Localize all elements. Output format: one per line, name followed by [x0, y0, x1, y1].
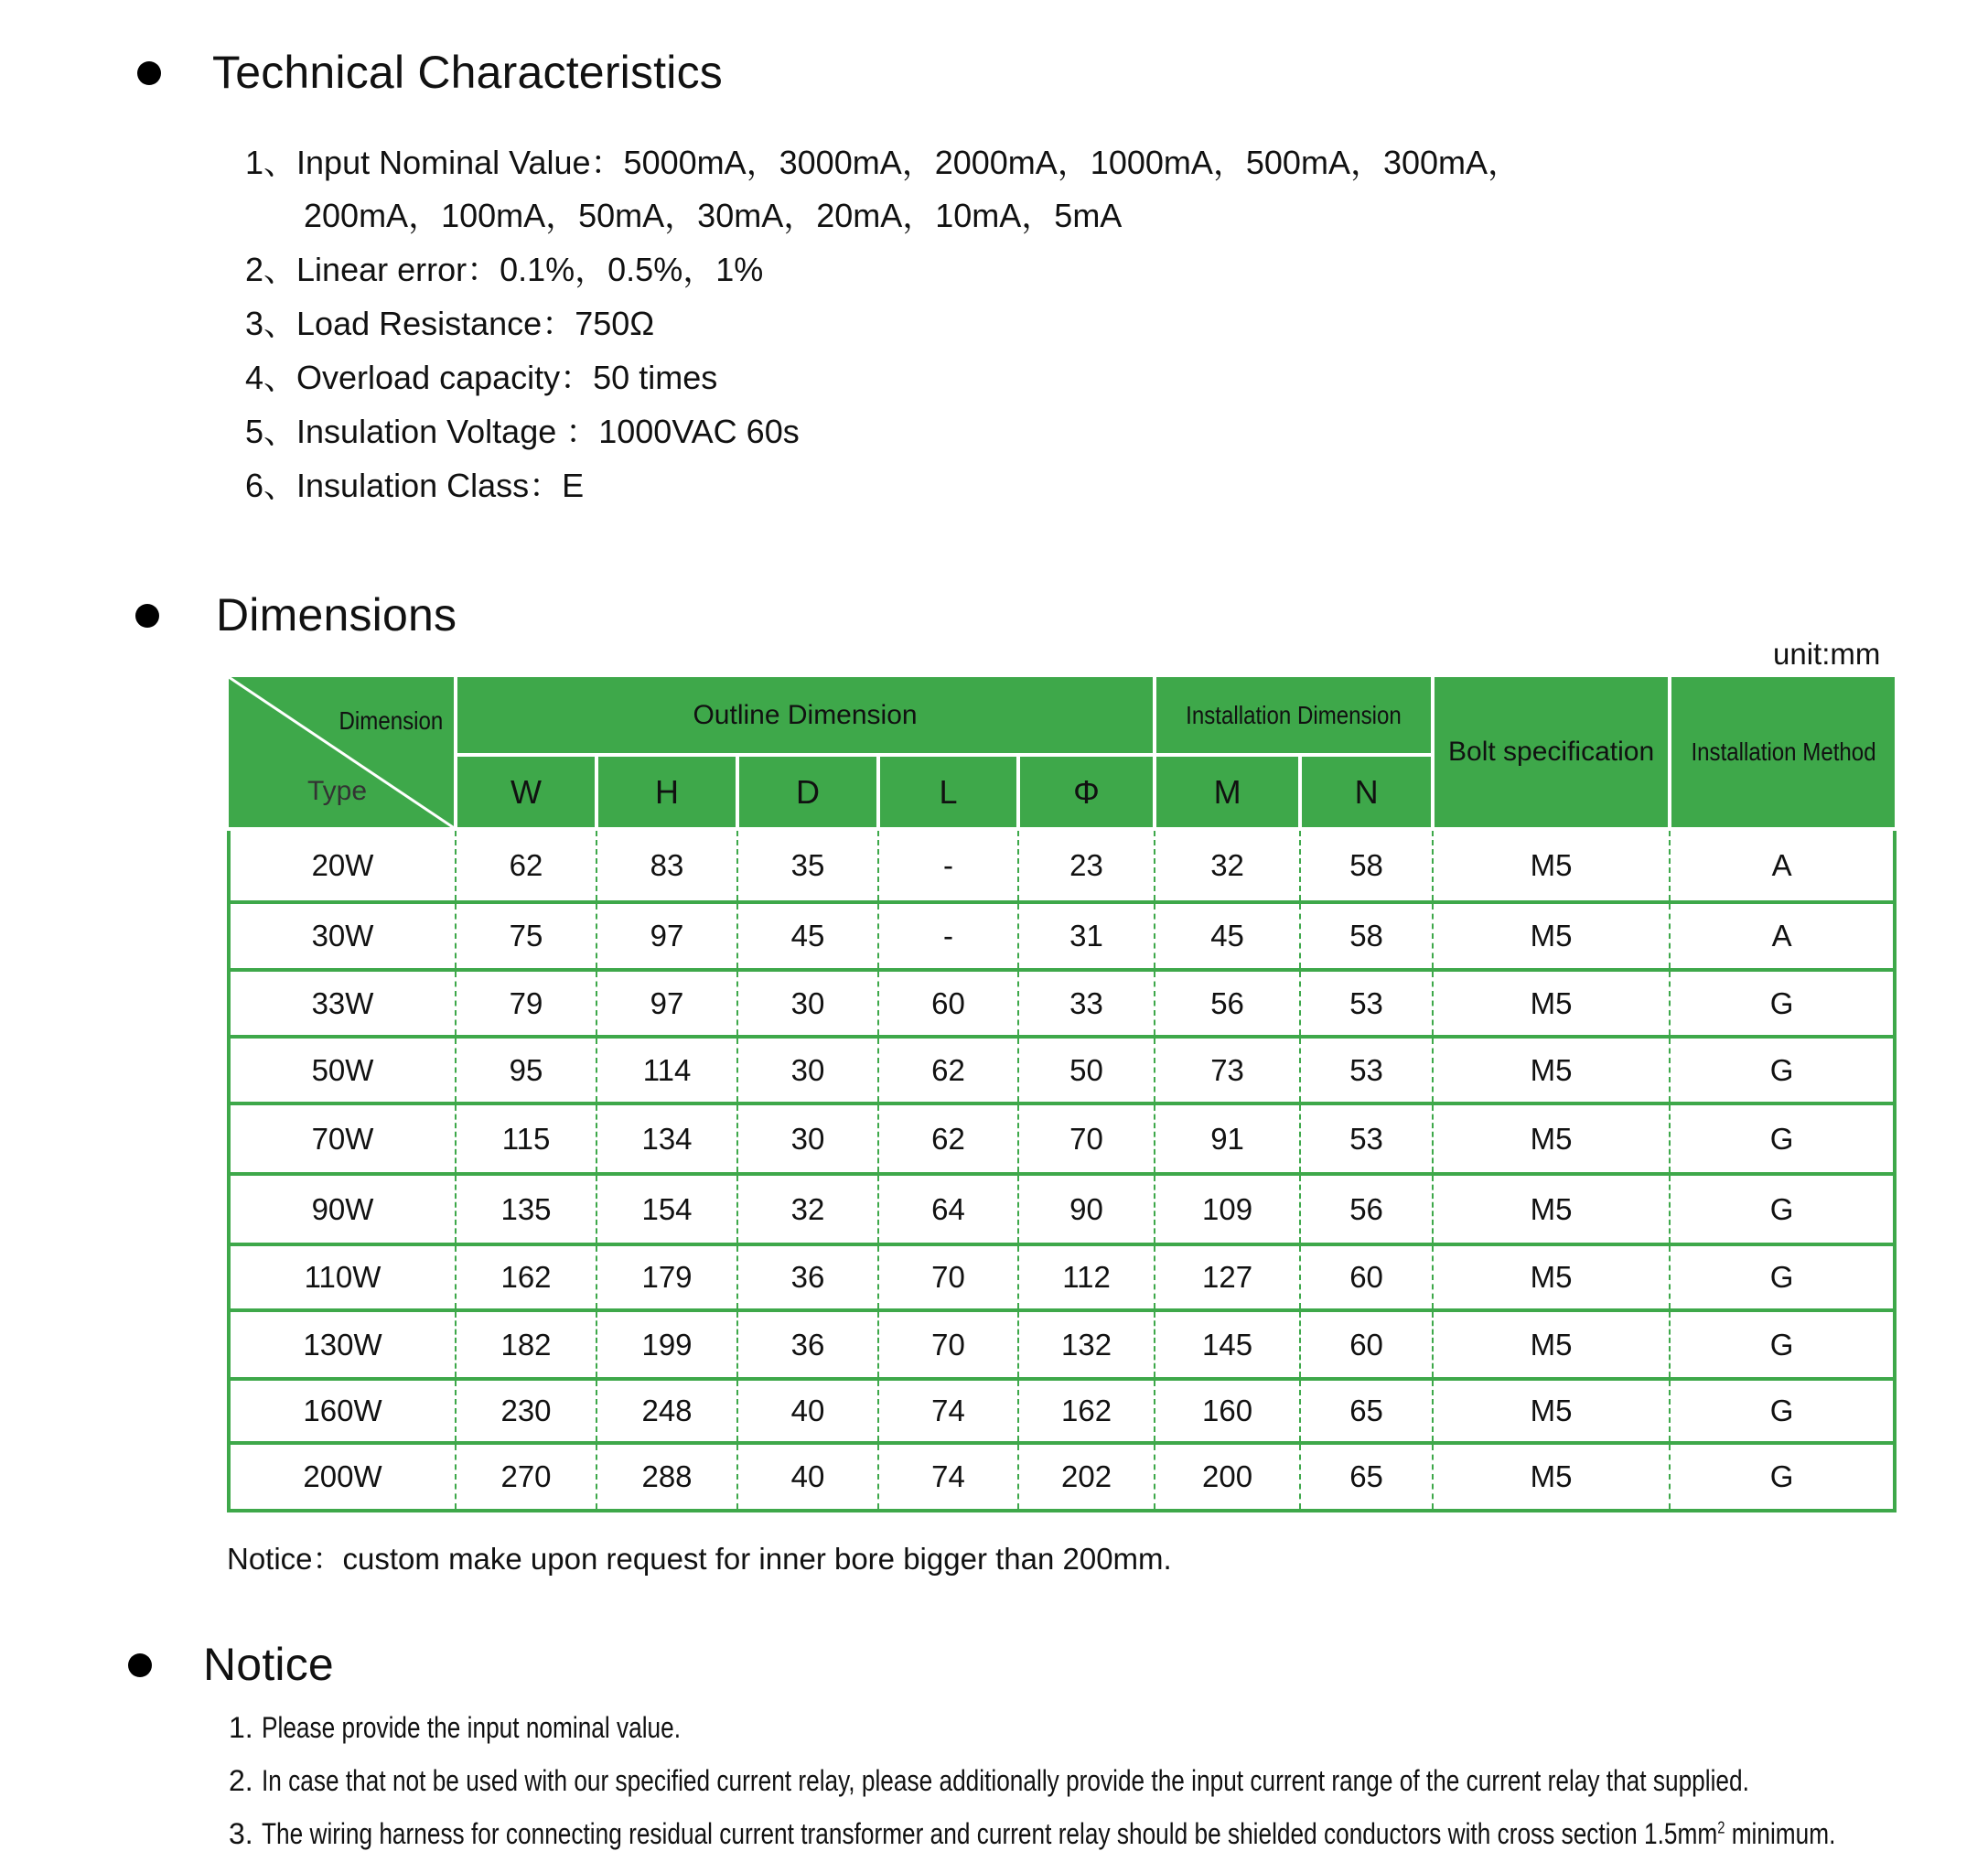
table-cell: 134	[596, 1103, 737, 1174]
table-cell: 132	[1018, 1310, 1155, 1379]
table-cell: 20W	[229, 829, 456, 902]
table-cell: 30	[737, 1103, 878, 1174]
table-cell: 36	[737, 1310, 878, 1379]
table-cell: 270	[456, 1443, 596, 1511]
table-cell: 64	[878, 1174, 1018, 1244]
table-cell: 50	[1018, 1037, 1155, 1103]
table-cell: 60	[1300, 1310, 1433, 1379]
table-row	[229, 1244, 1895, 1310]
table-cell: 97	[596, 970, 737, 1037]
table-cell: 30	[737, 1037, 878, 1103]
installation-method-header: Installation Method	[1670, 677, 1895, 829]
table-cell: 70W	[229, 1103, 456, 1174]
table-cell: G	[1670, 1103, 1895, 1174]
table-cell: M5	[1433, 829, 1670, 902]
section-title-technical: Technical Characteristics	[212, 47, 723, 98]
table-row	[229, 970, 1895, 1037]
corner-type-label: Type	[307, 776, 368, 806]
spec-line-1-cont: 200mA，100mA，50mA，30mA，20mA，10mA，5mA	[304, 197, 1123, 234]
table-cell: -	[878, 829, 1018, 902]
table-row	[229, 1310, 1895, 1379]
table-cell: G	[1670, 1310, 1895, 1379]
section-bullet-icon	[137, 61, 161, 85]
table-cell: 31	[1018, 902, 1155, 970]
col-header-l: L	[878, 755, 1018, 829]
dimensions-table	[227, 677, 1897, 1512]
table-cell: 33W	[229, 970, 456, 1037]
table-cell: 23	[1018, 829, 1155, 902]
table-cell: 45	[737, 902, 878, 970]
table-cell: 60	[1300, 1244, 1433, 1310]
spec-line-2: 2、Linear error：0.1%，0.5%，1%	[245, 251, 764, 288]
table-cell: 32	[1155, 829, 1300, 902]
table-cell: 70	[878, 1244, 1018, 1310]
table-cell: 135	[456, 1174, 596, 1244]
table-row	[229, 829, 1895, 902]
corner-dimension-label: Dimension	[338, 706, 443, 735]
table-cell: 56	[1300, 1174, 1433, 1244]
table-cell: M5	[1433, 1443, 1670, 1511]
table-cell: 40	[737, 1379, 878, 1443]
table-cell: 53	[1300, 1037, 1433, 1103]
section-title-dimensions: Dimensions	[216, 589, 457, 640]
table-cell: G	[1670, 1174, 1895, 1244]
table-cell: 110W	[229, 1244, 456, 1310]
table-row	[229, 1443, 1895, 1511]
table-cell: 83	[596, 829, 737, 902]
table-cell: 60	[878, 970, 1018, 1037]
table-cell: A	[1670, 829, 1895, 902]
table-row	[229, 902, 1895, 970]
table-cell: 53	[1300, 970, 1433, 1037]
col-header-n: N	[1300, 755, 1433, 829]
table-cell: -	[878, 902, 1018, 970]
table-cell: 127	[1155, 1244, 1300, 1310]
table-cell: 50W	[229, 1037, 456, 1103]
table-cell: 65	[1300, 1443, 1433, 1511]
table-cell: 202	[1018, 1443, 1155, 1511]
table-cell: G	[1670, 1037, 1895, 1103]
table-cell: 62	[878, 1103, 1018, 1174]
table-cell: 95	[456, 1037, 596, 1103]
table-cell: 200	[1155, 1443, 1300, 1511]
table-cell: M5	[1433, 902, 1670, 970]
table-cell: 45	[1155, 902, 1300, 970]
table-cell: 62	[878, 1037, 1018, 1103]
table-cell: 90W	[229, 1174, 456, 1244]
spec-line-6: 6、Insulation Class：E	[245, 467, 585, 504]
table-cell: 90	[1018, 1174, 1155, 1244]
notice-item-2: 2. In case that not be used with our specified current relay, please additionally provide the input current range of the current relay that supplied.	[229, 1764, 1749, 1797]
col-header-phi: Φ	[1018, 755, 1155, 829]
table-cell: 199	[596, 1310, 737, 1379]
corner-header	[229, 677, 456, 829]
table-cell: 200W	[229, 1443, 456, 1511]
table-row	[229, 1037, 1895, 1103]
table-cell: 62	[456, 829, 596, 902]
table-cell: 33	[1018, 970, 1155, 1037]
table-notice: Notice：custom make upon request for inner bore bigger than 200mm.	[227, 1542, 1172, 1576]
col-header-h: H	[596, 755, 737, 829]
table-cell: 75	[456, 902, 596, 970]
section-bullet-icon	[128, 1653, 152, 1677]
spec-line-3: 3、Load Resistance：750Ω	[245, 305, 655, 342]
table-cell: 288	[596, 1443, 737, 1511]
table-cell: 74	[878, 1443, 1018, 1511]
notice-item-1: 1. Please provide the input nominal value.	[229, 1711, 681, 1744]
table-cell: 145	[1155, 1310, 1300, 1379]
table-cell: 91	[1155, 1103, 1300, 1174]
table-cell: M5	[1433, 1244, 1670, 1310]
bolt-spec-header: Bolt specification	[1433, 677, 1670, 829]
table-cell: 70	[1018, 1103, 1155, 1174]
table-cell: 109	[1155, 1174, 1300, 1244]
table-row	[229, 1103, 1895, 1174]
table-row	[229, 1379, 1895, 1443]
col-header-m: M	[1155, 755, 1300, 829]
table-cell: 230	[456, 1379, 596, 1443]
table-cell: G	[1670, 1244, 1895, 1310]
col-header-d: D	[737, 755, 878, 829]
table-cell: A	[1670, 902, 1895, 970]
table-cell: 114	[596, 1037, 737, 1103]
table-cell: 115	[456, 1103, 596, 1174]
table-cell: 32	[737, 1174, 878, 1244]
table-cell: M5	[1433, 970, 1670, 1037]
table-cell: 74	[878, 1379, 1018, 1443]
table-cell: G	[1670, 970, 1895, 1037]
table-cell: 35	[737, 829, 878, 902]
spec-line-1: 1、Input Nominal Value：5000mA，3000mA，2000mA，1000mA，500mA，300mA，	[245, 144, 1521, 181]
table-cell: 179	[596, 1244, 737, 1310]
table-cell: 130W	[229, 1310, 456, 1379]
table-cell: M5	[1433, 1310, 1670, 1379]
outline-dimension-header: Outline Dimension	[456, 677, 1155, 755]
notice-item-3: 3. The wiring harness for connecting residual current transformer and current relay should be shielded conductors with cross section $1.5mm^2$ minimum.	[229, 1817, 1835, 1850]
table-cell: 79	[456, 970, 596, 1037]
table-cell: M5	[1433, 1174, 1670, 1244]
table-cell: 160	[1155, 1379, 1300, 1443]
table-cell: 112	[1018, 1244, 1155, 1310]
table-cell: 182	[456, 1310, 596, 1379]
table-cell: 58	[1300, 829, 1433, 902]
section-bullet-icon	[135, 604, 159, 628]
table-cell: 65	[1300, 1379, 1433, 1443]
table-row	[229, 1174, 1895, 1244]
spec-line-4: 4、Overload capacity：50 times	[245, 359, 718, 396]
table-cell: 162	[1018, 1379, 1155, 1443]
table-cell: 97	[596, 902, 737, 970]
table-cell: 56	[1155, 970, 1300, 1037]
installation-dimension-header: Installation Dimension	[1155, 677, 1433, 755]
col-header-w: W	[456, 755, 596, 829]
section-title-notice: Notice	[203, 1639, 334, 1690]
table-cell: 58	[1300, 902, 1433, 970]
table-cell: 162	[456, 1244, 596, 1310]
table-cell: 70	[878, 1310, 1018, 1379]
table-cell: 154	[596, 1174, 737, 1244]
spec-line-5: 5、Insulation Voltage ：1000VAC 60s	[245, 413, 800, 450]
unit-label: unit:mm	[1773, 637, 1881, 671]
table-cell: M5	[1433, 1037, 1670, 1103]
table-cell: 160W	[229, 1379, 456, 1443]
table-cell: G	[1670, 1443, 1895, 1511]
table-cell: 30	[737, 970, 878, 1037]
table-cell: 36	[737, 1244, 878, 1310]
table-cell: 53	[1300, 1103, 1433, 1174]
table-cell: 30W	[229, 902, 456, 970]
table-cell: 40	[737, 1443, 878, 1511]
table-cell: 248	[596, 1379, 737, 1443]
table-cell: G	[1670, 1379, 1895, 1443]
table-cell: M5	[1433, 1379, 1670, 1443]
table-cell: 73	[1155, 1037, 1300, 1103]
table-cell: M5	[1433, 1103, 1670, 1174]
